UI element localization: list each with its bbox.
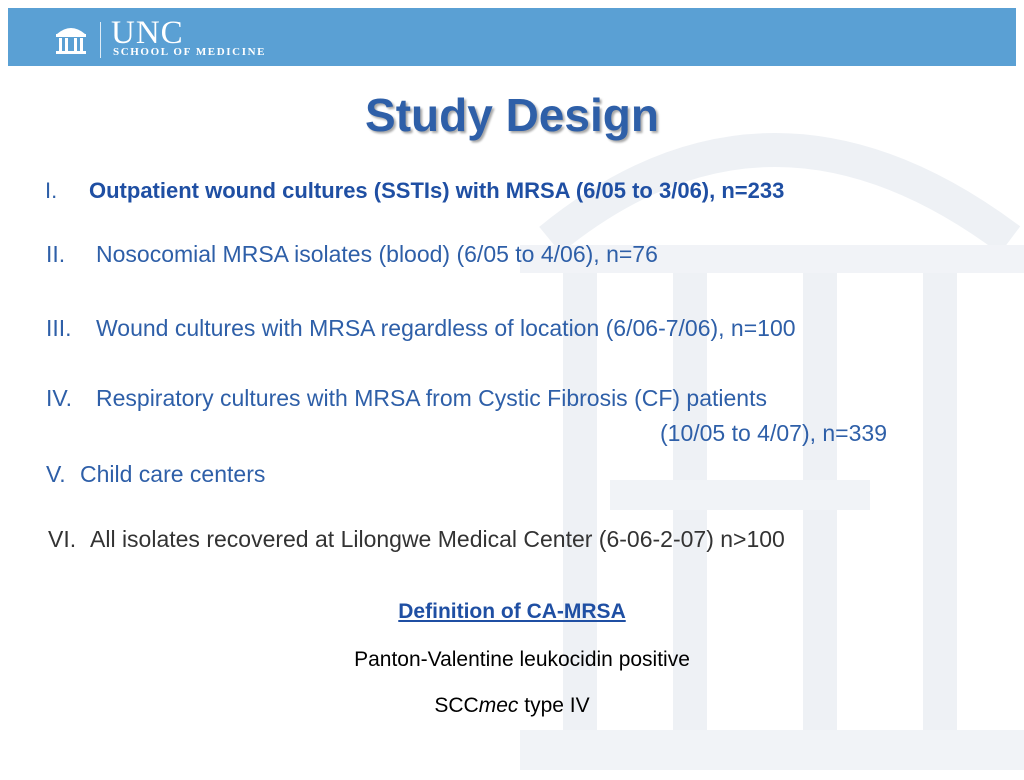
definition-italic: mec [478,694,519,717]
list-text-continuation: (10/05 to 4/07), n=339 [660,420,887,446]
logo-subtitle: SCHOOL OF MEDICINE [113,46,267,58]
list-item [46,315,796,342]
list-item [46,461,265,488]
list-numeral: V. [46,461,66,487]
list-text: Outpatient wound cultures (SSTIs) with MRSA (6/05 to 3/06), n=233 [89,178,785,203]
logo-divider [100,22,101,58]
definition-heading: Definition of CA-MRSA [398,600,626,623]
list-text: Nosocomial MRSA isolates (blood) (6/05 to 4/06), n=76 [96,241,658,267]
definition-line [0,694,1024,718]
slide-title: Study Design [365,89,659,141]
list-text: Wound cultures with MRSA regardless of location (6/06-7/06), n=100 [96,315,796,341]
definition-prefix: SCC [434,694,479,717]
list-text: All isolates recovered at Lilongwe Medical Center (6-06-2-07) n>100 [90,526,785,552]
list-numeral: IV. [46,385,73,411]
logo-title: UNC [111,15,184,51]
definition-line: Panton-Valentine leukocidin positive [354,648,690,671]
list-item [45,177,784,204]
list-numeral: III. [46,315,72,341]
list-numeral: VI. [48,526,77,552]
old-well-logo-icon [54,22,88,56]
list-numeral: I. [45,178,58,203]
list-text: Child care centers [80,461,266,487]
list-item [48,526,785,553]
list-numeral: II. [46,241,66,267]
list-item [46,385,767,412]
definition-suffix: type IV [518,694,590,717]
list-text: Respiratory cultures with MRSA from Cystic Fibrosis (CF) patients [96,385,767,411]
list-item [46,241,658,268]
